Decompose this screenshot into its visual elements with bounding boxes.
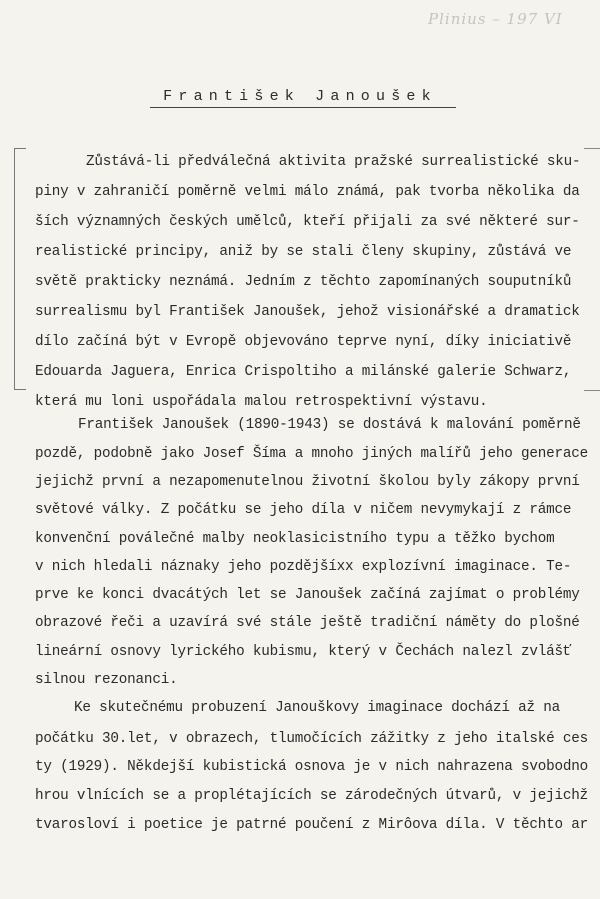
paragraph-3-line: počátku 30.let, v obrazech, tlumočících zážitky z jeho italské ces xyxy=(35,731,589,747)
paragraph-1-line: světě prakticky neznámá. Jedním z těchto zapomínaných souputníků xyxy=(35,274,572,290)
paragraph-3-line: tvarosloví i poetice je patrné poučení z Mirôova díla. V těchto ar xyxy=(35,817,589,833)
paragraph-2-line: pozdě, podobně jako Josef Šíma a mnoho jiných malířů jeho generace xyxy=(35,446,589,462)
paragraph-2-line: konvenční poválečné malby neoklasicistního typu a těžko bychom xyxy=(35,531,555,547)
paragraph-3-line: hrou vlnících se a proplétajících se zárodečných útvarů, v jejichž xyxy=(35,788,589,804)
paragraph-1-line: dílo začíná být v Evropě objevováno teprve nyní, díky iniciativě xyxy=(35,334,572,350)
paragraph-3-line: Ke skutečnému probuzení Janouškovy imaginace dochází až na xyxy=(74,700,561,716)
paragraph-1-line: realistické principy, aniž by se stali členy skupiny, zůstává ve xyxy=(35,244,572,260)
paragraph-2-line: František Janoušek (1890-1943) se dostává k malování poměrně xyxy=(78,417,581,433)
document-title: František Janoušek xyxy=(163,88,437,105)
paragraph-1-line: Zůstává-li předválečná aktivita pražské surrealistické sku- xyxy=(86,154,581,170)
paragraph-1-line: piny v zahraničí poměrně velmi málo známá, pak tvorba několika da xyxy=(35,184,580,200)
paragraph-2-line: prve ke konci dvacátých let se Janoušek začíná zajímat o problémy xyxy=(35,587,580,603)
paragraph-1-line: která mu loni uspořádala malou retrospektivní výstavu. xyxy=(35,394,488,410)
paragraph-3-line: ty (1929). Někdejší kubistická osnova je v nich nahrazena svobodno xyxy=(35,759,589,775)
margin-bracket xyxy=(14,148,25,390)
archive-pencil-note: Plinius – 197 VI xyxy=(428,10,563,28)
paragraph-2-line: v nich hledali náznaky jeho pozdějšíxx explozívní imaginace. Te- xyxy=(35,559,572,575)
paragraph-1-line: Edouarda Jaguera, Enrica Crispoltiho a milánské galerie Schwarz, xyxy=(35,364,572,380)
margin-tick-bottom xyxy=(584,390,600,391)
paragraph-2-line: obrazové řeči a uzavírá své stále ještě tradiční náměty do plošné xyxy=(35,615,580,631)
paragraph-2-line: světové války. Z počátku se jeho díla v ničem nevymykají z rámce xyxy=(35,502,572,518)
paragraph-1-line: surrealismu byl František Janoušek, jehož visionářské a dramatick xyxy=(35,304,580,320)
margin-tick-top xyxy=(584,148,600,149)
title-underline xyxy=(150,107,456,108)
paragraph-1-line: ších významných českých umělců, kteří přijali za své některé sur- xyxy=(35,214,580,230)
paragraph-2-line: jejichž první a nezapomenutelnou životní školou byly zákopy první xyxy=(35,474,580,490)
paragraph-2-line: silnou rezonanci. xyxy=(35,672,178,688)
paragraph-2-line: lineární osnovy lyrického kubismu, který v Čechách nalezl zvlášť xyxy=(35,644,572,660)
